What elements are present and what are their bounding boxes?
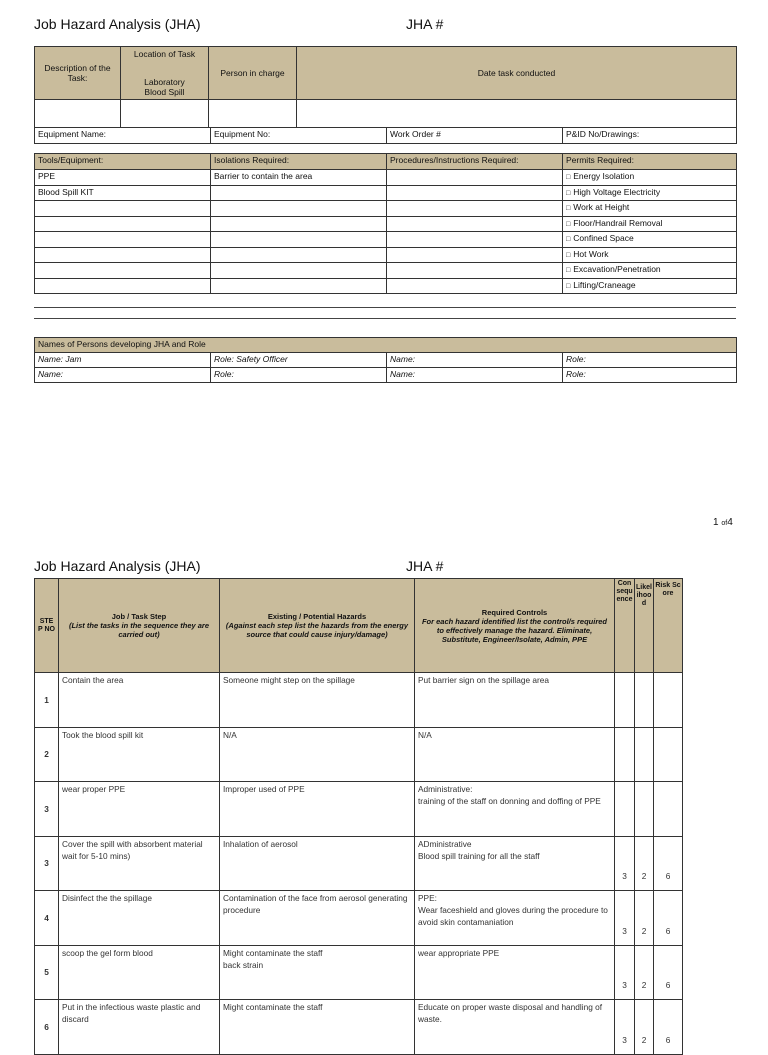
risk-score-cell[interactable] (654, 673, 683, 728)
likelihood-cell[interactable]: 2 (635, 945, 654, 1000)
step-number: 4 (35, 891, 59, 946)
risk-score-cell[interactable]: 6 (654, 1000, 683, 1055)
job-step-cell[interactable]: scoop the gel form blood (59, 945, 220, 1000)
hazard-cell[interactable]: Inhalation of aerosol (220, 836, 415, 891)
person-name[interactable]: Name: Jam (35, 353, 211, 368)
location-input[interactable] (121, 100, 209, 128)
person-in-charge-label: Person in charge (209, 47, 297, 100)
risk-score-cell[interactable]: 6 (654, 836, 683, 891)
step-row (35, 945, 683, 1000)
pid-drawings-label: P&ID No/Drawings: (563, 128, 737, 144)
page-number-total: 4 (727, 517, 733, 528)
control-cell[interactable]: Administrative: training of the staff on donning and doffing of PPE (415, 782, 615, 837)
control-cell[interactable]: ADministrative Blood spill training for all the staff (415, 836, 615, 891)
procedure-item (387, 232, 563, 248)
consequence-cell[interactable]: 3 (615, 891, 635, 946)
procedure-item (387, 185, 563, 201)
person-name[interactable]: Name: (387, 368, 563, 383)
equipment-no-label: Equipment No: (211, 128, 387, 144)
person-name[interactable]: Name: (35, 368, 211, 383)
procedure-item (387, 170, 563, 186)
job-step-cell[interactable]: Disinfect the the spillage (59, 891, 220, 946)
isolation-item (211, 216, 387, 232)
step-row (35, 836, 683, 891)
control-cell[interactable]: Educate on proper waste disposal and handling of waste. (415, 1000, 615, 1055)
page-number (713, 517, 733, 528)
risk-score-cell[interactable]: 6 (654, 891, 683, 946)
step-number: 3 (35, 836, 59, 891)
step-number: 1 (35, 673, 59, 728)
person-name[interactable]: Name: (387, 353, 563, 368)
step-number: 3 (35, 782, 59, 837)
permit-checkbox[interactable]: □ Floor/Handrail Removal (563, 216, 737, 232)
persons-table (34, 337, 737, 383)
page-number-current: 1 (713, 517, 719, 528)
tool-item (35, 201, 211, 217)
consequence-cell[interactable]: 3 (615, 945, 635, 1000)
procedures-header: Procedures/Instructions Required: (387, 154, 563, 170)
step-number: 6 (35, 1000, 59, 1055)
person-in-charge-value[interactable] (209, 100, 297, 128)
risk-score-cell[interactable] (654, 727, 683, 782)
consequence-cell[interactable]: 3 (615, 1000, 635, 1055)
hazard-steps-table (34, 578, 683, 1055)
person-role[interactable]: Role: (563, 353, 737, 368)
procedure-item (387, 216, 563, 232)
procedure-item (387, 201, 563, 217)
permit-checkbox[interactable]: □ High Voltage Electricity (563, 185, 737, 201)
procedure-item (387, 263, 563, 279)
hazards-subtitle: (Against each step list the hazards from the energy source that could cause injury/damage) (225, 621, 409, 639)
page-title: Job Hazard Analysis (JHA) (34, 16, 201, 32)
likelihood-cell[interactable]: 2 (635, 836, 654, 891)
step-row (35, 782, 683, 837)
likelihood-cell[interactable] (635, 727, 654, 782)
control-cell[interactable]: Put barrier sign on the spillage area (415, 673, 615, 728)
tool-item: PPE (35, 170, 211, 186)
step-row (35, 673, 683, 728)
steps-body (35, 673, 683, 1055)
hazard-cell[interactable]: Improper used of PPE (220, 782, 415, 837)
procedure-item (387, 278, 563, 294)
control-cell[interactable]: PPE: Wear faceshield and gloves during the procedure to avoid skin contamaniation (415, 891, 615, 946)
hazard-cell[interactable]: N/A (220, 727, 415, 782)
isolations-header: Isolations Required: (211, 154, 387, 170)
step-number: 5 (35, 945, 59, 1000)
consequence-cell[interactable]: 3 (615, 836, 635, 891)
job-step-cell[interactable]: Cover the spill with absorbent material wait for 5-10 mins) (59, 836, 220, 891)
permits-header: Permits Required: (563, 154, 737, 170)
isolation-item: Barrier to contain the area (211, 170, 387, 186)
isolation-item (211, 278, 387, 294)
tool-item: Blood Spill KIT (35, 185, 211, 201)
job-step-cell[interactable]: wear proper PPE (59, 782, 220, 837)
person-role[interactable]: Role: (563, 368, 737, 383)
consequence-cell[interactable] (615, 727, 635, 782)
hazard-cell[interactable]: Might contaminate the staff (220, 1000, 415, 1055)
work-order-label: Work Order # (387, 128, 563, 144)
permit-checkbox[interactable]: □ Confined Space (563, 232, 737, 248)
job-step-cell[interactable]: Contain the area (59, 673, 220, 728)
location-cell (121, 47, 209, 100)
equipment-table (34, 127, 737, 144)
location-value: Laboratory Blood Spill (144, 77, 185, 97)
job-step-subtitle: (List the tasks in the sequence they are carried out) (68, 621, 210, 639)
likelihood-header: Likelihood (635, 579, 654, 673)
persons-header: Names of Persons developing JHA and Role (35, 338, 737, 353)
hazards-header (220, 579, 415, 673)
page-title: Job Hazard Analysis (JHA) (34, 558, 201, 574)
likelihood-cell[interactable]: 2 (635, 891, 654, 946)
description-label: Description of the Task: (35, 47, 121, 100)
date-conducted-value[interactable] (297, 100, 737, 128)
risk-score-cell[interactable] (654, 782, 683, 837)
description-value[interactable] (35, 100, 121, 128)
equipment-name-label: Equipment Name: (35, 128, 211, 144)
step-row (35, 727, 683, 782)
likelihood-cell[interactable] (635, 673, 654, 728)
job-step-cell[interactable]: Put in the infectious waste plastic and discard (59, 1000, 220, 1055)
controls-header (415, 579, 615, 673)
job-step-header (59, 579, 220, 673)
tool-item (35, 278, 211, 294)
control-cell[interactable]: wear appropriate PPE (415, 945, 615, 1000)
tool-item (35, 216, 211, 232)
procedure-item (387, 247, 563, 263)
likelihood-cell[interactable]: 2 (635, 1000, 654, 1055)
consequence-header: Consequence (615, 579, 635, 673)
divider-line (34, 307, 736, 308)
risk-score-header: Risk Score (654, 579, 683, 673)
tool-item (35, 232, 211, 248)
tools-header: Tools/Equipment: (35, 154, 211, 170)
requirements-table (34, 153, 737, 294)
consequence-cell[interactable] (615, 673, 635, 728)
date-conducted-label: Date task conducted (297, 47, 737, 100)
tool-item (35, 263, 211, 279)
page-number-of: of (721, 520, 728, 527)
isolation-item (211, 185, 387, 201)
control-cell[interactable]: N/A (415, 727, 615, 782)
hazard-cell[interactable]: Someone might step on the spillage (220, 673, 415, 728)
permit-checkbox[interactable]: □ Lifting/Craneage (563, 278, 737, 294)
likelihood-cell[interactable] (635, 782, 654, 837)
step-row (35, 1000, 683, 1055)
consequence-cell[interactable] (615, 782, 635, 837)
job-step-title: Job / Task Step (111, 612, 167, 621)
person-role[interactable]: Role: (211, 368, 387, 383)
risk-score-cell[interactable]: 6 (654, 945, 683, 1000)
isolation-item (211, 263, 387, 279)
permit-checkbox[interactable]: □ Energy Isolation (563, 170, 737, 186)
controls-subtitle: For each hazard identified list the control/s required to effectively manage the hazard. Eliminate, Substitute, Engineer/Isolate, Admin, PPE (421, 616, 608, 644)
hazards-title: Existing / Potential Hazards (267, 612, 367, 621)
hazard-cell[interactable]: Contamination of the face from aerosol generating procedure (220, 891, 415, 946)
divider-line (34, 318, 736, 319)
step-no-header: STEP NO (35, 579, 59, 673)
isolation-item (211, 201, 387, 217)
jha-number-label: JHA # (406, 16, 444, 32)
location-label: Location of Task (133, 49, 196, 59)
permit-checkbox[interactable]: □ Work at Height (563, 201, 737, 217)
step-row (35, 891, 683, 946)
job-step-cell[interactable]: Took the blood spill kit (59, 727, 220, 782)
task-header-table (34, 46, 737, 128)
step-number: 2 (35, 727, 59, 782)
hazard-cell[interactable]: Might contaminate the staff back strain (220, 945, 415, 1000)
tool-item (35, 247, 211, 263)
jha-number-label: JHA # (406, 558, 444, 574)
isolation-item (211, 247, 387, 263)
permit-checkbox[interactable]: □ Hot Work (563, 247, 737, 263)
controls-title: Required Controls (481, 607, 548, 617)
person-role[interactable]: Role: Safety Officer (211, 353, 387, 368)
isolation-item (211, 232, 387, 248)
permit-checkbox[interactable]: □ Excavation/Penetration (563, 263, 737, 279)
